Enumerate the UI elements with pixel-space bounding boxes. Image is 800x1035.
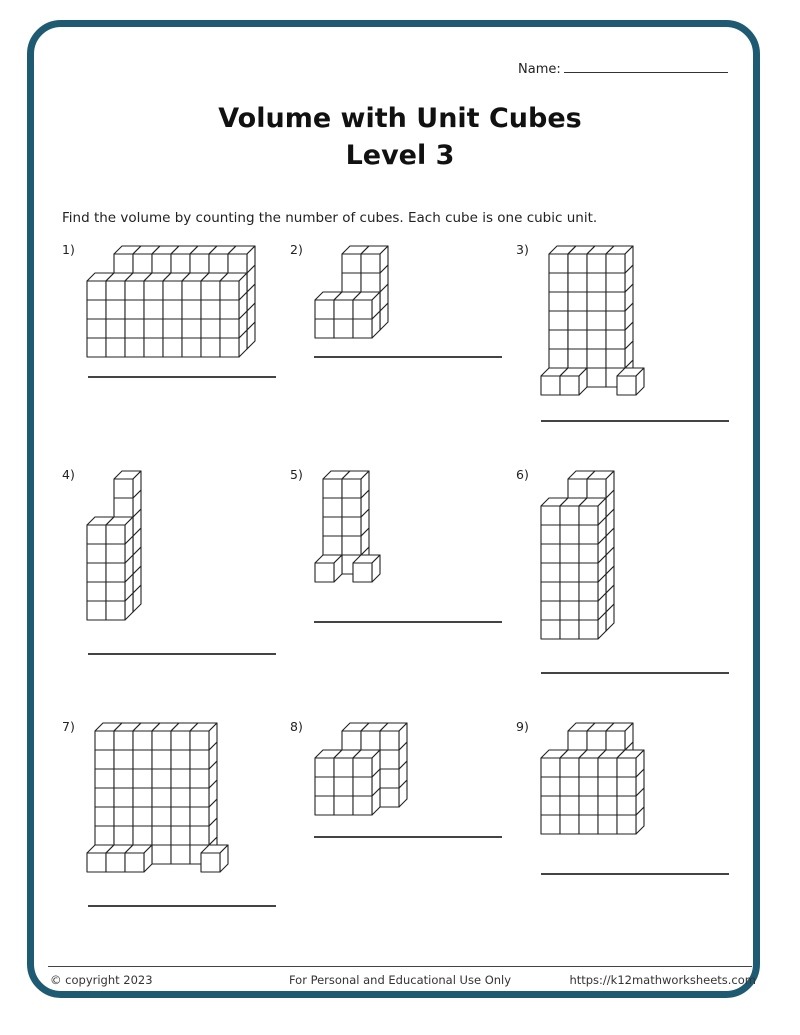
unit-cube-figure	[516, 467, 626, 651]
unit-cube	[606, 723, 633, 750]
unit-cube-figure	[290, 467, 400, 594]
unit-cube-figure	[62, 242, 267, 369]
answer-line-2[interactable]	[314, 356, 502, 358]
problem-number: 9)	[516, 719, 529, 734]
instructions: Find the volume by counting the number of cubes. Each cube is one cubic unit.	[62, 210, 598, 226]
unit-cube	[228, 246, 255, 273]
unit-cube	[315, 555, 342, 582]
unit-cube	[125, 845, 152, 872]
unit-cube	[353, 750, 380, 777]
unit-cube	[579, 498, 606, 525]
unit-cube	[342, 471, 369, 498]
unit-cube	[220, 273, 247, 300]
problem-number: 7)	[62, 719, 75, 734]
footer-usage: For Personal and Educational Use Only	[288, 973, 512, 987]
unit-cube	[114, 471, 141, 498]
answer-line-1[interactable]	[88, 376, 276, 378]
unit-cube	[617, 368, 644, 395]
unit-cube	[606, 246, 633, 273]
unit-cube-figure	[62, 467, 153, 632]
footer-divider	[48, 966, 752, 967]
answer-line-8[interactable]	[314, 836, 502, 838]
unit-cube-figure	[516, 242, 664, 407]
unit-cube	[617, 750, 644, 777]
problem-number: 3)	[516, 242, 529, 257]
unit-cube-figure	[62, 719, 248, 884]
answer-line-5[interactable]	[314, 621, 502, 623]
problem-number: 4)	[62, 467, 75, 482]
problem-number: 6)	[516, 467, 529, 482]
title-line-2: Level 3	[345, 140, 455, 171]
title-line-1: Volume with Unit Cubes	[218, 103, 582, 134]
answer-line-4[interactable]	[88, 653, 276, 655]
unit-cube-figure	[290, 719, 419, 827]
name-field[interactable]	[518, 62, 728, 77]
answer-line-9[interactable]	[541, 873, 729, 875]
answer-line-6[interactable]	[541, 672, 729, 674]
unit-cube	[201, 845, 228, 872]
footer-url[interactable]: https://k12mathworksheets.com	[569, 973, 756, 987]
unit-cube	[106, 517, 133, 544]
problem-number: 1)	[62, 242, 75, 257]
unit-cube	[353, 292, 380, 319]
unit-cube	[361, 246, 388, 273]
worksheet-title	[0, 100, 800, 174]
unit-cube	[380, 723, 407, 750]
answer-line-7[interactable]	[88, 905, 276, 907]
name-blank-line[interactable]	[564, 71, 728, 73]
unit-cube-figure	[290, 242, 400, 350]
footer-copyright: © copyright 2023	[50, 973, 153, 987]
unit-cube	[587, 471, 614, 498]
answer-line-3[interactable]	[541, 420, 729, 422]
problem-number: 2)	[290, 242, 303, 257]
unit-cube	[190, 723, 217, 750]
problem-number: 8)	[290, 719, 303, 734]
unit-cube	[353, 555, 380, 582]
name-label: Name:	[518, 62, 561, 77]
problem-number: 5)	[290, 467, 303, 482]
unit-cube-figure	[516, 719, 664, 846]
unit-cube	[560, 368, 587, 395]
